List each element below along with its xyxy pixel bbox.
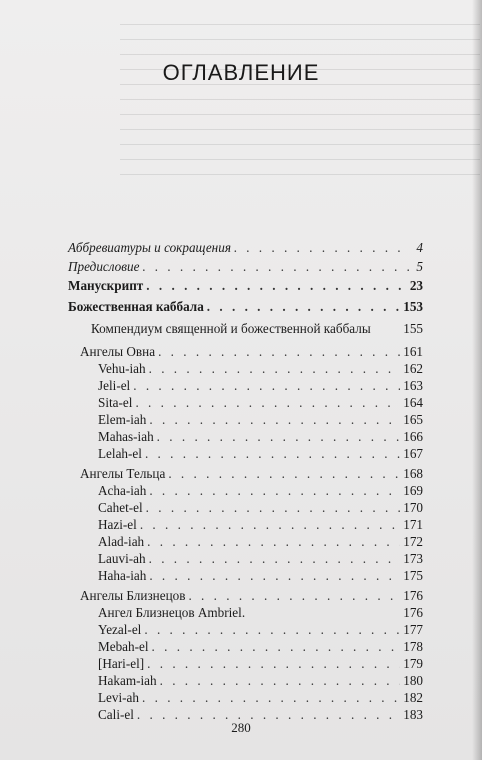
leader-dots — [147, 533, 400, 551]
toc-entry[interactable] — [80, 465, 423, 483]
toc-entry[interactable] — [98, 482, 423, 500]
toc-entry-label: Levi-ah — [98, 690, 140, 705]
toc-entry-label: Компендиум священной и божественной каббалы — [91, 321, 371, 336]
toc-entry-label: Mebah-el — [98, 639, 149, 654]
toc-entry-page: 182 — [403, 690, 423, 705]
toc-entry-page: 179 — [403, 656, 423, 671]
leader-dots — [140, 516, 400, 534]
leader-dots — [133, 377, 400, 395]
toc-entry[interactable] — [80, 343, 423, 361]
toc-entry[interactable] — [68, 277, 423, 295]
leader-dots — [152, 638, 401, 656]
leader-dots — [149, 567, 400, 585]
leader-dots — [147, 655, 400, 673]
toc-entry[interactable] — [98, 655, 423, 673]
toc-entry[interactable] — [91, 320, 423, 338]
leader-dots — [168, 465, 400, 483]
toc-entry-label: Yezal-el — [98, 622, 142, 637]
toc-entry-page: 5 — [416, 259, 423, 274]
toc-entry-page: 169 — [403, 483, 423, 498]
toc-entry-page: 4 — [416, 240, 423, 255]
toc-entry[interactable] — [68, 239, 423, 257]
toc-entry-label: Аббревиатуры и сокращения — [68, 240, 231, 255]
toc-entry[interactable] — [68, 298, 423, 316]
toc-entry-label: Ангелы Овна — [80, 344, 156, 359]
toc-entry[interactable] — [98, 428, 423, 446]
toc-entry-label: Haha-iah — [98, 568, 147, 583]
toc-entry[interactable] — [98, 411, 423, 429]
toc-entry-label: Ангелы Тельца — [80, 466, 166, 481]
toc-entry[interactable] — [68, 258, 423, 276]
toc-entry-page: 172 — [403, 534, 423, 549]
toc-entry-label: Божественная каббала — [68, 299, 204, 314]
toc-entry-page: 161 — [403, 344, 423, 359]
toc-entry[interactable] — [80, 587, 423, 605]
toc-entry-page: 176 — [403, 605, 423, 620]
toc-entry-page: 163 — [403, 378, 423, 393]
toc-entry-label: Cali-el — [98, 707, 134, 722]
leader-dots — [135, 394, 400, 412]
bleed-through-text — [120, 10, 480, 210]
toc-entry-page: 167 — [403, 446, 423, 461]
toc-entry-page: 170 — [403, 500, 423, 515]
toc-entry-page: 178 — [403, 639, 423, 654]
toc-entry-page: 173 — [403, 551, 423, 566]
leader-dots — [234, 239, 410, 257]
toc-entry-label: Ангел Близнецов Ambriel. — [98, 605, 246, 620]
toc-entry-label: Манускрипт — [68, 278, 144, 293]
leader-dots — [146, 499, 401, 517]
page-gutter-shadow — [472, 0, 482, 760]
page-title: ОГЛАВЛЕНИЕ — [162, 60, 320, 85]
toc-entry-label: Предисловие — [68, 259, 140, 274]
leader-dots — [158, 343, 400, 361]
toc-entry-page: 168 — [403, 466, 423, 481]
leader-dots — [149, 482, 400, 500]
toc-entry[interactable] — [98, 445, 423, 463]
toc-entry-label: Alad-iah — [98, 534, 145, 549]
toc-entry-page: 171 — [403, 517, 423, 532]
toc-entry-label: Hakam-iah — [98, 673, 157, 688]
toc-entry-label: Ангелы Близнецов — [80, 588, 186, 603]
toc-entry-label: Mahas-iah — [98, 429, 154, 444]
toc-entry[interactable] — [98, 621, 423, 639]
leader-dots — [149, 360, 401, 378]
toc-entry-label: Hazi-el — [98, 517, 137, 532]
leader-dots — [157, 428, 401, 446]
toc-entry-label: Lelah-el — [98, 446, 142, 461]
toc-entry-page: 162 — [403, 361, 423, 376]
toc-entry[interactable] — [98, 689, 423, 707]
toc-entry-page: 177 — [403, 622, 423, 637]
toc-entry-page: 166 — [403, 429, 423, 444]
toc-entry-page: 176 — [403, 588, 423, 603]
toc-entry[interactable] — [98, 672, 423, 690]
page-number: 280 — [231, 720, 251, 735]
toc-entry[interactable] — [98, 567, 423, 585]
leader-dots — [144, 621, 400, 639]
toc-entry[interactable] — [98, 638, 423, 656]
toc-entry[interactable] — [98, 377, 423, 395]
toc-entry-page: 164 — [403, 395, 423, 410]
toc-entry-label: Cahet-el — [98, 500, 143, 515]
leader-dots — [142, 258, 410, 276]
leader-dots — [160, 672, 401, 690]
toc-entry-label: Elem-iah — [98, 412, 147, 427]
toc-entry[interactable] — [98, 604, 423, 622]
toc-entry[interactable] — [98, 533, 423, 551]
toc-entry-label: Vehu-iah — [98, 361, 146, 376]
toc-entry-page: 155 — [403, 321, 423, 336]
toc-entry[interactable] — [98, 550, 423, 568]
leader-dots — [145, 445, 400, 463]
toc-entry-page: 183 — [403, 707, 423, 722]
leader-dots — [142, 689, 400, 707]
toc-entry[interactable] — [98, 360, 423, 378]
toc-entry-label: [Hari-el] — [98, 656, 145, 671]
toc-entry-page: 180 — [403, 673, 423, 688]
toc-entry[interactable] — [98, 516, 423, 534]
leader-dots — [146, 277, 407, 295]
leader-dots — [188, 587, 400, 605]
toc-entry-label: Sita-el — [98, 395, 133, 410]
leader-dots — [149, 550, 401, 568]
toc-entry-label: Jeli-el — [98, 378, 131, 393]
toc-entry[interactable] — [98, 394, 423, 412]
toc-entry-page: 153 — [403, 299, 423, 314]
toc-entry[interactable] — [98, 499, 423, 517]
toc-entry-label: Acha-iah — [98, 483, 147, 498]
toc-entry-page: 23 — [409, 278, 423, 293]
toc-entry-page: 165 — [403, 412, 423, 427]
leader-dots — [149, 411, 400, 429]
leader-dots — [207, 298, 400, 316]
toc-entry-label: Lauvi-ah — [98, 551, 146, 566]
toc-entry-page: 175 — [403, 568, 423, 583]
